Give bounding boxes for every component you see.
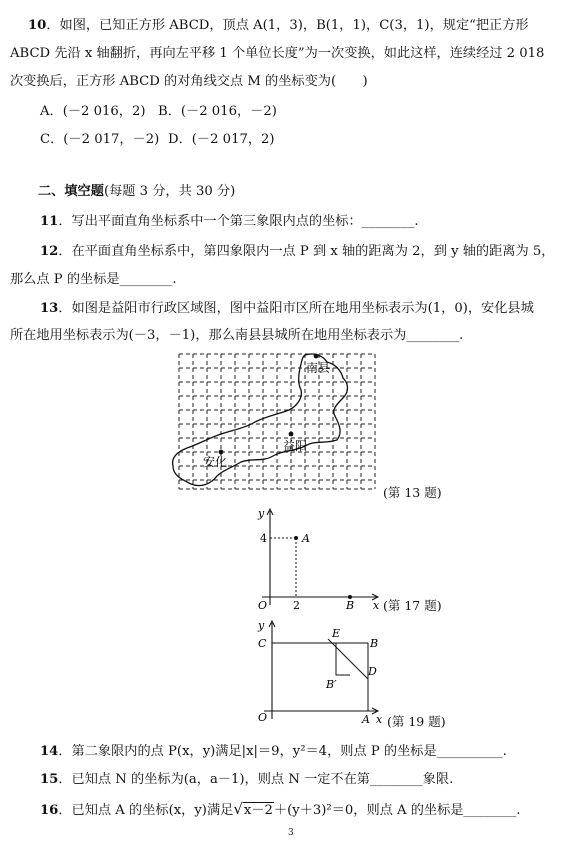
label-b: B bbox=[346, 599, 355, 612]
label-a: A bbox=[362, 713, 370, 726]
label-yiyang: 益阳 bbox=[283, 439, 308, 453]
sqrt-symbol: √ bbox=[233, 800, 243, 818]
label-b-prime: B′ bbox=[326, 678, 337, 691]
label-y: y bbox=[258, 507, 265, 520]
q14-number: 14 bbox=[40, 744, 59, 759]
q16-text-post: ＋(y＋3)²＝0，则点 A 的坐标是________. bbox=[273, 803, 521, 818]
q15 bbox=[40, 771, 453, 789]
figure-13-caption: (第 13 题) bbox=[383, 485, 442, 500]
section-heading bbox=[38, 183, 235, 201]
q12-number: 12 bbox=[40, 244, 59, 259]
q10-line1 bbox=[28, 17, 529, 35]
q14 bbox=[40, 743, 507, 761]
label-nanxian: 南县 bbox=[306, 361, 331, 375]
figure-19-caption: (第 19 题) bbox=[387, 714, 446, 729]
q10-option-c: C．(－2 017，－2) bbox=[40, 132, 160, 147]
rectangle-oabc bbox=[272, 643, 368, 711]
label-a: A bbox=[302, 532, 310, 545]
q10-text-1: ．如图，已知正方形 ABCD，顶点 A(1，3)，B(1，1)，C(3，1)，规定“把正方形 bbox=[46, 18, 529, 33]
label-d: D bbox=[368, 665, 377, 678]
q10-option-d: D．(－2 017，2) bbox=[168, 132, 275, 147]
q16-radicand: x－2 bbox=[243, 803, 273, 818]
label-4: 4 bbox=[260, 532, 267, 545]
q14-text: ．第二象限内的点 P(x，y)满足|x|＝9，y²＝4，则点 P 的坐标是__________. bbox=[58, 744, 507, 759]
label-o: O bbox=[258, 711, 268, 724]
label-anhua: 安化 bbox=[203, 455, 228, 469]
label-b: B bbox=[370, 637, 379, 650]
q10-option-b: B．(－2 016，－2) bbox=[158, 104, 277, 119]
label-x: x bbox=[376, 713, 383, 726]
label-o: O bbox=[258, 599, 268, 612]
q13-number: 13 bbox=[40, 301, 59, 316]
fold-line bbox=[328, 639, 368, 679]
q15-number: 15 bbox=[40, 772, 59, 787]
q16 bbox=[40, 800, 520, 820]
section-note: (每题 3 分，共 30 分) bbox=[103, 184, 236, 199]
q12-text-1: ．在平面直角坐标系中，第四象限内一点 P 到 x 轴的距离为 2，到 y 轴的距离为 5， bbox=[58, 244, 555, 259]
point-a bbox=[294, 536, 298, 540]
q16-number: 16 bbox=[40, 803, 59, 818]
q10-number: 10 bbox=[28, 18, 47, 33]
anhua-point bbox=[219, 450, 224, 455]
q16-text-pre: ．已知点 A 的坐标(x，y)满足 bbox=[58, 803, 234, 818]
section-title: 二、填空题 bbox=[38, 184, 104, 199]
figure-13-map bbox=[165, 352, 385, 497]
q12-line1 bbox=[40, 243, 554, 261]
figure-17-caption: (第 17 题) bbox=[383, 598, 442, 613]
figure-19 bbox=[250, 617, 390, 727]
yiyang-point bbox=[289, 432, 294, 437]
q10-line3: 次变换后，正方形 ABCD 的对角线交点 M 的坐标变为( ) bbox=[10, 74, 368, 89]
q15-text: ．已知点 N 的坐标为(a，a－1)，则点 N 一定不在第________象限. bbox=[58, 772, 454, 787]
q11 bbox=[40, 213, 419, 231]
label-e: E bbox=[332, 627, 341, 640]
label-y: y bbox=[258, 619, 265, 632]
q11-number: 11 bbox=[40, 214, 59, 229]
label-c: C bbox=[258, 637, 267, 650]
q11-text: ．写出平面直角坐标系中一个第三象限内点的坐标：________. bbox=[58, 214, 419, 229]
label-2: 2 bbox=[293, 599, 300, 612]
figure-17 bbox=[250, 505, 390, 615]
q13-text-1: ．如图是益阳市行政区域图，图中益阳市区所在地用坐标表示为(1，0)，安化县城 bbox=[58, 301, 534, 316]
q13-line1 bbox=[40, 300, 534, 318]
q13-line2: 所在地用坐标表示为(－3，－1)，那么南县县城所在地用坐标表示为________. bbox=[10, 328, 464, 343]
nanxian-point bbox=[314, 354, 319, 359]
page-number: 3 bbox=[288, 828, 294, 838]
q10-line2: ABCD 先沿 x 轴翻折，再向左平移 1 个单位长度”为一次变换，如此这样，连续经过 2 018 bbox=[10, 46, 545, 61]
label-x: x bbox=[373, 599, 380, 612]
q12-line2: 那么点 P 的坐标是________. bbox=[10, 272, 177, 287]
q10-option-a: A．(－2 016，2) bbox=[40, 104, 146, 119]
